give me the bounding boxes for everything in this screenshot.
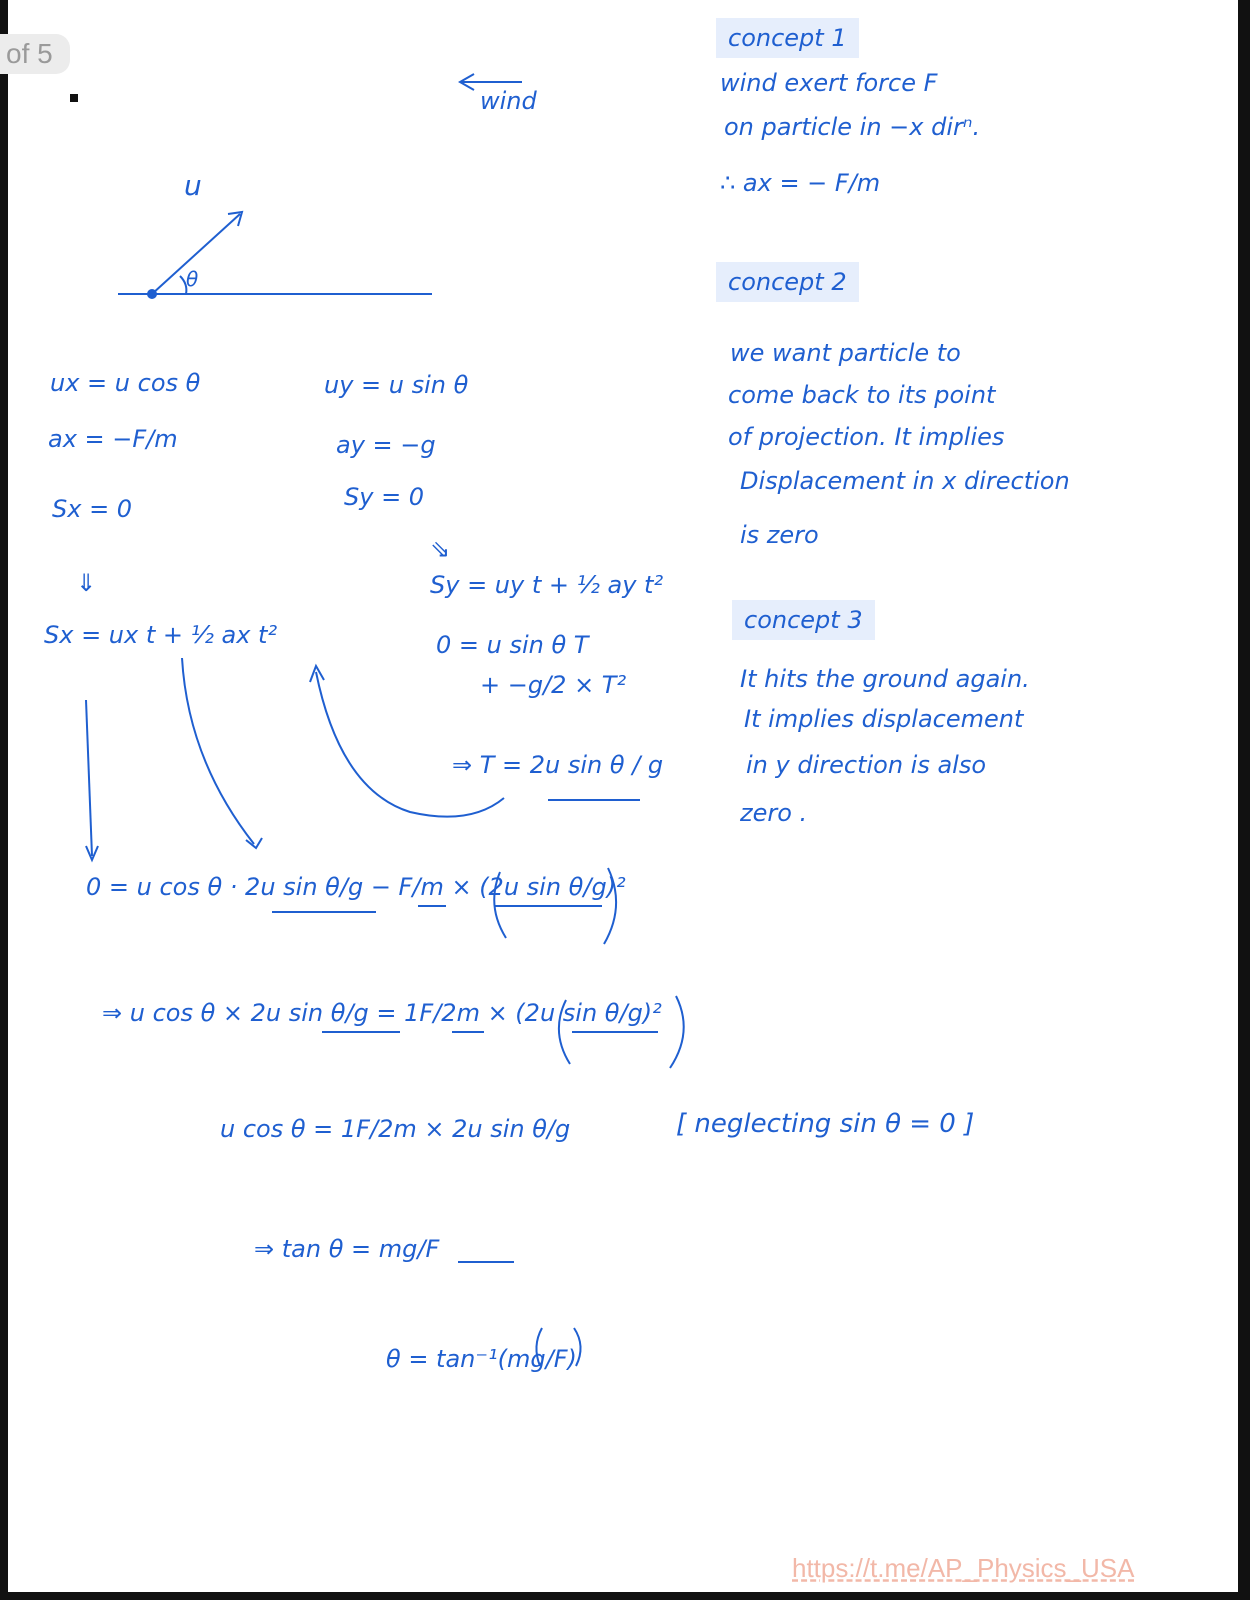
step-1: 0 = u cos θ · 2u sin θ/g − F/m × (2u sin θ/g)²	[86, 873, 626, 901]
implies-down-arrow: ⇓	[76, 569, 97, 597]
concept-1-line-2: on particle in −x dirⁿ.	[724, 113, 981, 141]
eq-zero-line-2: + −g/2 × T²	[480, 671, 627, 699]
step-3: u cos θ = 1F/2m × 2u sin θ/g	[220, 1115, 571, 1143]
neglecting-note: [ neglecting sin θ = 0 ]	[676, 1109, 975, 1139]
projectile-diagram	[118, 212, 432, 298]
concept-2-line-1: we want particle to	[730, 339, 961, 367]
step-4: ⇒ tan θ = mg/F	[254, 1235, 440, 1263]
derivation-arrows	[86, 658, 504, 860]
concept-3-line-3: in y direction is also	[746, 751, 987, 779]
eq-sx-full: Sx = ux t + ½ ax t²	[44, 621, 278, 649]
concept-1-title: concept 1	[716, 18, 859, 58]
eq-uy: uy = u sin θ	[324, 371, 469, 399]
angle-label: θ	[186, 267, 199, 291]
eq-sy: Sy = 0	[344, 483, 425, 511]
concept-2-title: concept 2	[716, 262, 859, 302]
concept-2-line-5: is zero	[740, 521, 819, 549]
concept-1-line-1: wind exert force F	[720, 69, 938, 97]
eq-ay: ay = −g	[336, 431, 436, 459]
wind-label: wind	[480, 87, 537, 115]
concept-3-line-1: It hits the ground again.	[740, 665, 1030, 693]
concept-1-line-3: ∴ ax = − F/m	[720, 169, 881, 197]
eq-zero-line: 0 = u sin θ T	[436, 631, 589, 659]
velocity-label: u	[184, 169, 202, 202]
fraction-bars	[272, 800, 658, 1262]
eq-sx: Sx = 0	[52, 495, 133, 523]
eq-time-of-flight: ⇒ T = 2u sin θ / g	[452, 751, 664, 779]
implies-arrow: ⇘	[430, 535, 451, 563]
eq-ux: ux = u cos θ	[50, 369, 201, 397]
eq-ax: ax = −F/m	[48, 425, 178, 453]
concept-3-line-2: It implies displacement	[744, 705, 1024, 733]
step-5-result: θ = tan⁻¹(mg/F)	[386, 1345, 577, 1373]
step-2: ⇒ u cos θ × 2u sin θ/g = 1F/2m × (2u sin θ/g)²	[102, 999, 662, 1027]
concept-2-line-2: come back to its point	[728, 381, 996, 409]
concept-2-line-3: of projection. It implies	[728, 423, 1005, 451]
page-count-badge: of 5	[0, 34, 70, 74]
eq-sy-full: Sy = uy t + ½ ay t²	[430, 571, 664, 599]
telegram-link[interactable]: https://t.me/AP_Physics_USA	[792, 1553, 1135, 1583]
concept-3-line-4: zero .	[740, 799, 808, 827]
concept-3-title: concept 3	[732, 600, 875, 640]
concept-2-line-4: Displacement in x direction	[740, 467, 1070, 495]
